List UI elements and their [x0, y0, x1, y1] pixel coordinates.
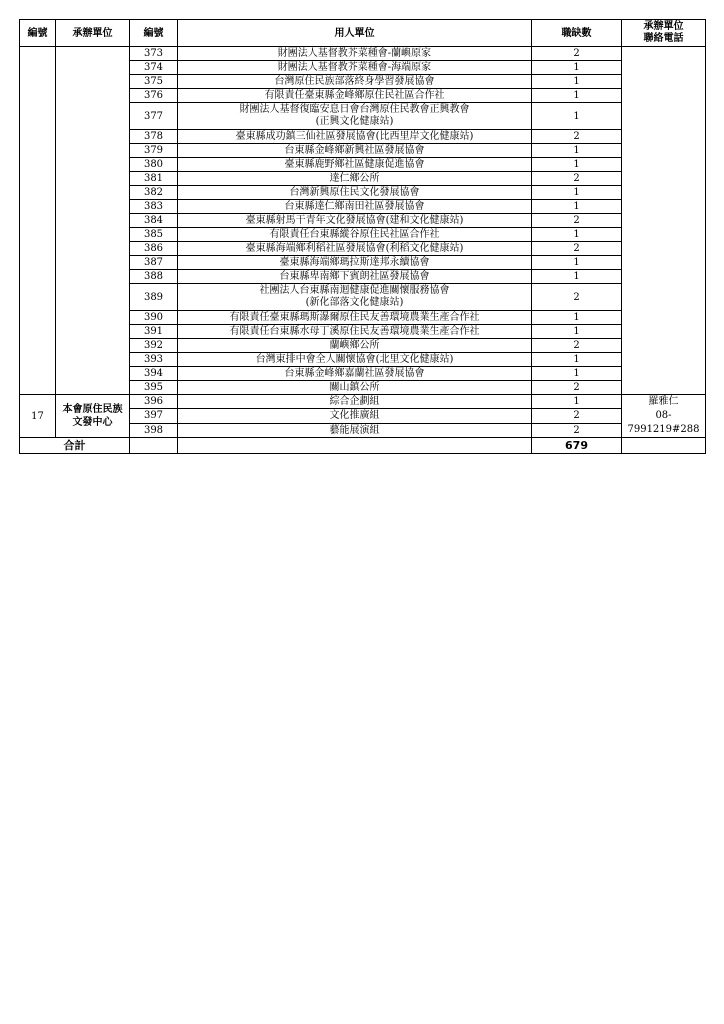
row-unit — [178, 130, 532, 144]
row-vacancies: 1 — [532, 61, 622, 75]
row-unit — [178, 75, 532, 89]
dept-name-cell-empty — [56, 47, 130, 395]
row-unit: 文化推廣組 — [178, 409, 532, 423]
row-unit-line: 社團法人台東縣南迴健康促進關懷服務協會 — [259, 285, 450, 296]
row-number: 384 — [130, 214, 178, 228]
dept-name-line1: 本會原住民族 — [62, 404, 123, 415]
row-unit — [178, 353, 532, 367]
row-number: 394 — [130, 367, 178, 381]
row-unit-line: 有限責任臺東縣瑪斯瀑爾原住民友善環境農業生產合作社 — [229, 311, 480, 323]
row-unit-line: 有限責任台東縣縱谷原住民社區合作社 — [269, 228, 440, 240]
row-vacancies: 1 — [532, 270, 622, 284]
row-unit — [178, 284, 532, 311]
table-row — [20, 395, 706, 409]
row-vacancies: 2 — [532, 214, 622, 228]
header-no: 編號 — [130, 20, 178, 47]
contact-phone: 08-7991219#288 — [627, 410, 700, 435]
row-unit — [178, 144, 532, 158]
row-number: 396 — [130, 395, 178, 409]
row-unit — [178, 242, 532, 256]
row-unit — [178, 325, 532, 339]
row-unit — [178, 158, 532, 172]
row-unit-line: 台灣東排中會全人關懷協會(北里文化健康站) — [255, 353, 454, 365]
row-number: 385 — [130, 228, 178, 242]
row-vacancies: 1 — [532, 395, 622, 409]
row-unit: 綜合企劃組 — [178, 395, 532, 409]
row-vacancies: 1 — [532, 325, 622, 339]
row-vacancies: 2 — [532, 423, 622, 437]
row-vacancies: 2 — [532, 284, 622, 311]
row-unit-line: 台東縣卑南鄉下賓朗社區發展協會 — [279, 270, 430, 282]
vacancy-table — [19, 19, 706, 454]
row-unit — [178, 200, 532, 214]
row-unit — [178, 172, 532, 186]
row-number: 381 — [130, 172, 178, 186]
row-unit-line: 有限責任台東縣水母丁溪原住民友善環境農業生產合作社 — [229, 325, 480, 337]
total-row — [20, 438, 706, 454]
row-unit-line: 臺東縣成功鎮三仙社區發展協會(比西里岸文化健康站) — [235, 130, 474, 142]
row-unit — [178, 367, 532, 381]
header-contact-line2: 聯絡電話 — [643, 33, 684, 44]
total-empty-contact — [622, 438, 706, 454]
row-unit-line: 臺東縣海端鄉瑪拉斯達邦永續協會 — [279, 256, 430, 268]
row-unit-line: 關山鎮公所 — [329, 381, 380, 393]
row-vacancies: 2 — [532, 172, 622, 186]
contact-name: 羅雅仁 — [648, 396, 679, 407]
row-unit — [178, 381, 532, 395]
dept-name-line2: 文發中心 — [72, 417, 113, 428]
row-unit — [178, 61, 532, 75]
total-empty-no — [130, 438, 178, 454]
row-unit-line: 達仁鄉公所 — [329, 172, 380, 184]
dept-name-cell — [56, 395, 130, 438]
row-unit — [178, 47, 532, 61]
row-unit — [178, 256, 532, 270]
row-number: 379 — [130, 144, 178, 158]
row-vacancies: 1 — [532, 228, 622, 242]
row-unit-line: 台東縣金峰鄉嘉蘭社區發展協會 — [284, 367, 425, 379]
contact-cell-empty — [622, 47, 706, 395]
row-number: 395 — [130, 381, 178, 395]
row-number: 373 — [130, 47, 178, 61]
row-number: 375 — [130, 75, 178, 89]
row-number: 393 — [130, 353, 178, 367]
row-unit-line: 財團法人基督教芥菜種會-蘭嶼原家 — [277, 47, 432, 59]
row-unit — [178, 89, 532, 103]
row-vacancies: 1 — [532, 367, 622, 381]
row-unit — [178, 339, 532, 353]
row-unit-line: 財團法人基督教芥菜種會-海端原家 — [277, 61, 432, 73]
row-number: 380 — [130, 158, 178, 172]
header-contact-line1: 承辦單位 — [643, 21, 684, 32]
row-unit: 藝能展演組 — [178, 423, 532, 437]
header-row — [20, 20, 706, 47]
header-unit: 用人單位 — [178, 20, 532, 47]
row-unit-line: 台東縣達仁鄉南田社區發展協會 — [284, 200, 425, 212]
row-number: 382 — [130, 186, 178, 200]
row-unit — [178, 270, 532, 284]
row-unit — [178, 103, 532, 130]
row-vacancies: 1 — [532, 200, 622, 214]
row-vacancies: 1 — [532, 103, 622, 130]
dept-number-cell: 17 — [20, 395, 56, 438]
row-unit — [178, 311, 532, 325]
header-dept-no: 編號 — [20, 20, 56, 47]
row-unit-line: 財團法人基督復臨安息日會台灣原住民教會正興教會 — [239, 104, 470, 115]
row-number: 389 — [130, 284, 178, 311]
row-vacancies: 2 — [532, 130, 622, 144]
row-unit — [178, 214, 532, 228]
row-number: 391 — [130, 325, 178, 339]
row-unit-line: 臺東縣射馬干青年文化發展協會(建和文化健康站) — [245, 214, 464, 226]
table-body — [20, 47, 706, 395]
total-label: 合計 — [20, 438, 130, 454]
row-unit-line: 蘭嶼鄉公所 — [329, 339, 380, 351]
row-unit-line: (新化部落文化健康站) — [305, 297, 404, 308]
row-vacancies: 2 — [532, 47, 622, 61]
row-number: 392 — [130, 339, 178, 353]
row-unit-line: 台灣新興原住民文化發展協會 — [289, 186, 420, 198]
row-vacancies: 2 — [532, 242, 622, 256]
row-vacancies: 1 — [532, 89, 622, 103]
table-row — [20, 47, 706, 61]
row-unit-line: 台灣原住民族部落終身學習發展協會 — [274, 75, 435, 87]
dept-number-cell-empty — [20, 47, 56, 395]
row-number: 378 — [130, 130, 178, 144]
row-vacancies: 2 — [532, 381, 622, 395]
row-vacancies: 2 — [532, 409, 622, 423]
contact-cell — [622, 395, 706, 438]
group17-body — [20, 395, 706, 454]
row-unit — [178, 186, 532, 200]
row-number: 376 — [130, 89, 178, 103]
row-vacancies: 1 — [532, 186, 622, 200]
row-number: 383 — [130, 200, 178, 214]
row-unit-line: 台東縣金峰鄉新興社區發展協會 — [284, 144, 425, 156]
row-number: 387 — [130, 256, 178, 270]
row-unit-line: (正興文化健康站) — [315, 116, 394, 127]
row-unit-line: 臺東縣鹿野鄉社區健康促進協會 — [284, 158, 425, 170]
row-vacancies: 1 — [532, 144, 622, 158]
row-number: 386 — [130, 242, 178, 256]
row-unit-line: 臺東縣海端鄉利稻社區發展協會(利稻文化健康站) — [245, 242, 464, 254]
row-number: 398 — [130, 423, 178, 437]
row-vacancies: 2 — [532, 339, 622, 353]
row-vacancies: 1 — [532, 353, 622, 367]
row-number: 388 — [130, 270, 178, 284]
header-dept: 承辦單位 — [56, 20, 130, 47]
row-number: 374 — [130, 61, 178, 75]
total-empty-unit — [178, 438, 532, 454]
header-vacancies: 職缺數 — [532, 20, 622, 47]
row-unit-line: 有限責任臺東縣金峰鄉原住民社區合作社 — [264, 89, 445, 101]
row-number: 390 — [130, 311, 178, 325]
row-vacancies: 1 — [532, 75, 622, 89]
row-vacancies: 1 — [532, 158, 622, 172]
row-number: 397 — [130, 409, 178, 423]
row-number: 377 — [130, 103, 178, 130]
row-vacancies: 1 — [532, 256, 622, 270]
row-unit — [178, 228, 532, 242]
total-vacancies: 679 — [532, 438, 622, 454]
header-contact — [622, 20, 706, 47]
row-vacancies: 1 — [532, 311, 622, 325]
